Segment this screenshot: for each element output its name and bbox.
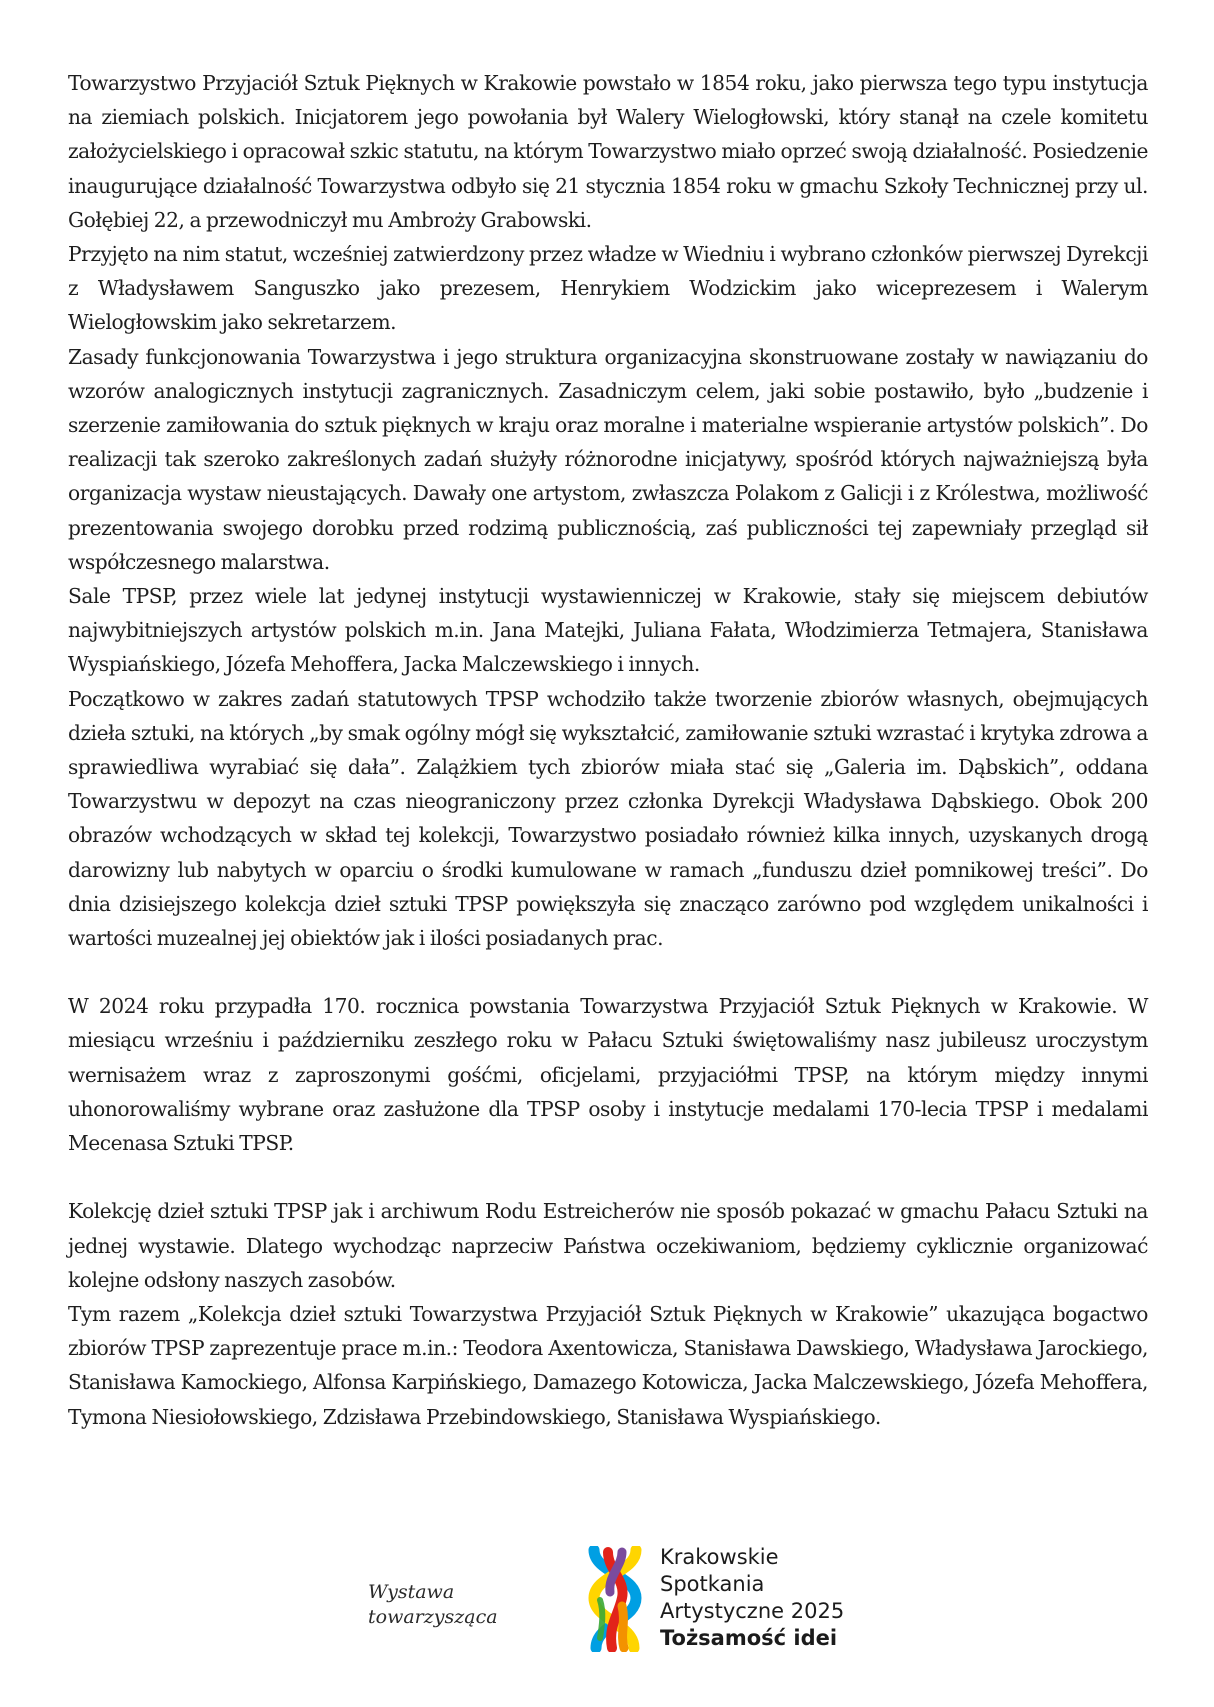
logo-line-1: Krakowskie [660,1545,779,1569]
paragraph-spacer [68,955,1148,989]
companion-line-2: towarzysząca [368,1606,498,1628]
paragraph-debuts: Sale TPSP, przez wiele lat jedynej instytucji wystawienniczej w Krakowie, stały się miejscem debiutów najwybitniejszych artystów polskich m.in. Jana Matejki, Juliana Fałata, Włodzimierza Tetmajera, Stanisława Wyspiańskiego, Józefa Mehoffera, Jacka Malczewskiego i innych. [68,584,1148,677]
paragraph-organization: Zasady funkcjonowania Towarzystwa i jego struktura organizacyjna skonstruowane zostały w nawiązaniu do wzorów analogicznych instytucji zagranicznych. Zasadniczym celem, jaki sobie postawiło, było „budzenie i szerzenie zamiłowania do sztuk pięknych w kraju oraz moralne i materialne wspieranie artystów polskich”. Do realizacji tak szeroko zakreślonych zadań służyły różnorodne inicjatywy, spośród których najważniejszą była organizacja wystaw nieustających. Dawały one artystom, zwłaszcza Polakom z Galicji i z Królestwa, możliwość prezentowania swojego dorobku przed rodzimą publicznością, zaś publiczności tej zapewniały przegląd sił współczesnego malarstwa. [68,344,1148,574]
paragraph-collections: Początkowo w zakres zadań statutowych TPSP wchodziło także tworzenie zbiorów własnych, obejmujących dzieła sztuki, na których „by smak ogólny mógł się wykształcić, zamiłowanie sztuki wzrastać i krytyka zdrowa a sprawiedliwa wyrabiać się dała”. Zalążkiem tych zbiorów miała stać się „Galeria im. Dąbskich”, oddana Towarzystwu w depozyt na czas nieograniczony przez członka Dyrekcji Władysława Dąbskiego. Obok 200 obrazów wchodzących w skład tej kolekcji, Towarzystwo posiadało również kilka innych, uzyskanych drogą darowizny lub nabytych w oparciu o środki kumulowane w ramach „funduszu dzieł pomnikowej treści”. Do dnia dzisiejszego kolekcja dzieł sztuki TPSP powiększyła się znacząco zarówno pod względem unikalności i wartości muzealnej jej obiektów jak i ilości posiadanych prac. [68,686,1148,951]
paragraph-anniversary: W 2024 roku przypadła 170. rocznica powstania Towarzystwa Przyjaciół Sztuk Pięknych w Krakowie. W miesiącu wrześniu i październiku zeszłego roku w Pałacu Sztuki świętowaliśmy nasz jubileusz uroczystym wernisażem wraz z zaproszonymi gośćmi, oficjelami, przyjaciółmi TPSP, na którym między innymi uhonorowaliśmy wybrane oraz zasłużone dla TPSP osoby i instytucje medalami 170-lecia TPSP i medalami Mecenasa Sztuki TPSP. [68,994,1148,1156]
companion-exhibition-label [368,1580,498,1630]
paragraph-statute: Przyjęto na nim statut, wcześniej zatwierdzony przez władze w Wiedniu i wybrano członków pierwszej Dyrekcji z Władysławem Sanguszko jako prezesem, Henrykiem Wodzickim jako wiceprezesem i Walerym Wielogłowskim jako sekretarzem. [68,242,1148,335]
logo-tagline: Tożsamość idei [660,1626,838,1650]
paragraph-exhibitions: Kolekcję dzieł sztuki TPSP jak i archiwum Rodu Estreicherów nie sposób pokazać w gmachu Pałacu Sztuki na jednej wystawie. Dlatego wychodząc naprzeciw Państwa oczekiwaniom, będziemy cyklicznie organizować kolejne odsłony naszych zasobów. [68,1199,1148,1292]
footer [0,1540,1214,1670]
logo-line-3: Artystyczne 2025 [660,1599,845,1623]
paragraph-spacer [68,1160,1148,1194]
ksa-logo-wordmark [660,1544,844,1652]
paragraph-artists: Tym razem „Kolekcja dzieł sztuki Towarzystwa Przyjaciół Sztuk Pięknych w Krakowie” ukazująca bogactwo zbiorów TPSP zaprezentuje prace m.in.: Teodora Axentowicza, Stanisława Dawskiego, Władysława Jarockiego, Stanisława Kamockiego, Alfonsa Karpińskiego, Damazego Kotowicza, Jacka Malczewskiego, Józefa Mehoffera, Tymona Niesiołowskiego, Zdzisława Przebindowskiego, Stanisława Wyspiańskiego. [68,1301,1148,1429]
document-body [68,66,1148,1434]
ksa-ribbon-logo-icon [586,1546,644,1652]
logo-line-2: Spotkania [660,1572,765,1596]
companion-line-1: Wystawa [368,1581,455,1603]
paragraph-history: Towarzystwo Przyjaciół Sztuk Pięknych w Krakowie powstało w 1854 roku, jako pierwsza tego typu instytucja na ziemiach polskich. Inicjatorem jego powołania był Walery Wielogłowski, który stanął na czele komitetu założycielskiego i opracował szkic statutu, na którym Towarzystwo miało oprzeć swoją działalność. Posiedzenie inaugurujące działalność Towarzystwa odbyło się 21 stycznia 1854 roku w gmachu Szkoły Technicznej przy ul. Gołębiej 22, a przewodniczył mu Ambroży Grabowski. [68,71,1148,232]
